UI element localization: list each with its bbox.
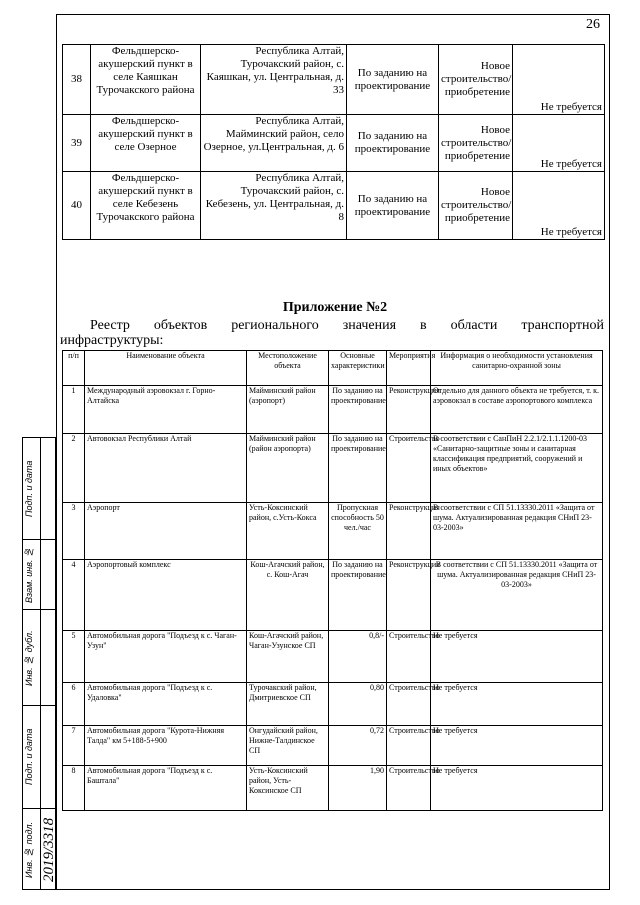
cell-action: Реконструкция [387, 503, 431, 560]
cell-characteristics: 0,8/- [329, 631, 387, 683]
register-table [62, 350, 603, 811]
appendix-title: Приложение №2 [282, 300, 388, 315]
object-zone: Не требуется [513, 45, 605, 115]
cell-action: Реконструкция [387, 386, 431, 434]
cell-name: Автомобильная дорога "Подъезд к с. Баштала" [85, 766, 247, 811]
cell-num: 1 [63, 386, 85, 434]
page-number: 26 [586, 17, 600, 32]
cell-info: В соответствии с СП 51.13330.2011 «Защита от шума. Актуализированная редакция СНиП 23-03-2003» [431, 560, 603, 631]
cell-location: Онгудайский район, Нижне-Талдинское СП [247, 726, 329, 766]
object-address: Республика Алтай, Турочакский район, с. Кебезень, ул. Центральная, д. 8 [201, 172, 347, 240]
cell-num: 7 [63, 726, 85, 766]
cell-action: Строительство [387, 631, 431, 683]
object-kind: Новое строительство/приобретение [439, 115, 513, 172]
cell-info: В соответствии с СП 51.13330.2011 «Защита от шума. Актуализированная редакция СНиП 23-03-2003» [431, 503, 603, 560]
cell-characteristics: 1,90 [329, 766, 387, 811]
object-kind: Новое строительство/приобретение [439, 172, 513, 240]
cell-characteristics: 0,72 [329, 726, 387, 766]
table-header-row [63, 351, 603, 386]
cell-info: В соответствии с СанПиН 2.2.1/2.1.1.1200-03 «Санитарно-защитные зоны и санитарная классификация предприятий, сооружений и иных объектов» [431, 434, 603, 503]
cell-info: Не требуется [431, 683, 603, 726]
cell-characteristics: По заданию на проектирование [329, 434, 387, 503]
cell-num: 3 [63, 503, 85, 560]
stamp-divider [23, 539, 57, 540]
object-basis: По заданию на проектирование [347, 115, 439, 172]
cell-action: Строительство [387, 766, 431, 811]
table-row [63, 683, 603, 726]
header-num: п/п [63, 351, 85, 386]
cell-characteristics: По заданию на проектирование [329, 560, 387, 631]
cell-characteristics: 0,80 [329, 683, 387, 726]
row-number: 40 [63, 172, 91, 240]
stamp-replace-inv: Взам. инв. № [24, 547, 34, 603]
table-row [63, 631, 603, 683]
appendix-subtitle-line1: Реестр объектов регионального значения в области транспортной [90, 318, 604, 333]
object-address: Республика Алтай, Майминский район, село Озерное, ул.Центральная, д. 6 [201, 115, 347, 172]
cell-info: Не требуется [431, 631, 603, 683]
cell-characteristics: Пропускная способность 50 чел./час [329, 503, 387, 560]
cell-location: Усть-Коксинский район, Усть-Коксинское СП [247, 766, 329, 811]
table-row [63, 45, 605, 115]
cell-name: Автовокзал Республики Алтай [85, 434, 247, 503]
cell-action: Строительство [387, 434, 431, 503]
object-kind: Новое строительство/приобретение [439, 45, 513, 115]
cell-num: 8 [63, 766, 85, 811]
stamp-divider [23, 808, 57, 809]
cell-num: 4 [63, 560, 85, 631]
stamp-inv-orig-value: 2019/3318 [41, 817, 57, 883]
header-name: Наименование объекта [85, 351, 247, 386]
cell-info: Не требуется [431, 726, 603, 766]
stamp-sign-date-2: Подп. и дата [24, 728, 34, 786]
cell-num: 2 [63, 434, 85, 503]
cell-info: Отдельно для данного объекта не требуется, т. к. аэровокзал в составе аэропортового комплекса [431, 386, 603, 434]
stamp-sign-date-1: Подп. и дата [24, 460, 34, 518]
cell-name: Международный аэровокзал г. Горно-Алтайска [85, 386, 247, 434]
appendix-subtitle-line2: инфраструктуры: [60, 333, 164, 348]
object-name: Фельдшерско-акушерский пункт в селе Озерное [91, 115, 201, 172]
object-basis: По заданию на проектирование [347, 172, 439, 240]
header-actions: Мероприятия [387, 351, 431, 386]
table-row [63, 386, 603, 434]
cell-num: 6 [63, 683, 85, 726]
cell-location: Турочакский район, Дмитриевское СП [247, 683, 329, 726]
stamp-divider [23, 705, 57, 706]
row-number: 39 [63, 115, 91, 172]
top-table [62, 44, 605, 240]
table-row [63, 172, 605, 240]
object-zone: Не требуется [513, 115, 605, 172]
cell-name: Автомобильная дорога "Подъезд к с. Удаловка" [85, 683, 247, 726]
table-row [63, 115, 605, 172]
cell-location: Усть-Коксинский район, с.Усть-Кокса [247, 503, 329, 560]
cell-name: Автомобильная дорога "Курота-Нижняя Талда" км 5+188-5+900 [85, 726, 247, 766]
stamp-divider [23, 609, 57, 610]
object-basis: По заданию на проектирование [347, 45, 439, 115]
cell-name: Аэропортовый комплекс [85, 560, 247, 631]
object-address: Республика Алтай, Турочакский район, с. Каяшкан, ул. Центральная, д. 33 [201, 45, 347, 115]
table-row [63, 766, 603, 811]
cell-name: Автомобильная дорога "Подъезд к с. Чаган-Узун" [85, 631, 247, 683]
object-name: Фельдшерско-акушерский пункт в селе Каяшкан Турочакского района [91, 45, 201, 115]
table-row [63, 560, 603, 631]
table-row [63, 726, 603, 766]
cell-characteristics: По заданию на проектирование [329, 386, 387, 434]
cell-info: Не требуется [431, 766, 603, 811]
stamp-inv-dubl: Инв. № дубл. [24, 630, 34, 686]
header-info: Информация о необходимости установления санитарно-охранной зоны [431, 351, 603, 386]
header-location: Местоположение объекта [247, 351, 329, 386]
object-name: Фельдшерско-акушерский пункт в селе Кебезень Турочакского района [91, 172, 201, 240]
stamp-inv-orig: Инв. № подл. [24, 821, 34, 879]
table-row [63, 434, 603, 503]
cell-location: Кош-Агачский район, Чаган-Узунское СП [247, 631, 329, 683]
row-number: 38 [63, 45, 91, 115]
cell-location: Майминский район (район аэропорта) [247, 434, 329, 503]
table-row [63, 503, 603, 560]
object-zone: Не требуется [513, 172, 605, 240]
cell-action: Строительство [387, 726, 431, 766]
cell-location: Майминский район (аэропорт) [247, 386, 329, 434]
header-characteristics: Основные характеристики [329, 351, 387, 386]
cell-action: Реконструкция [387, 560, 431, 631]
cell-num: 5 [63, 631, 85, 683]
cell-location: Кош-Агачский район, с. Кош-Агач [247, 560, 329, 631]
side-stamp [22, 437, 56, 890]
cell-name: Аэропорт [85, 503, 247, 560]
cell-action: Строительство [387, 683, 431, 726]
